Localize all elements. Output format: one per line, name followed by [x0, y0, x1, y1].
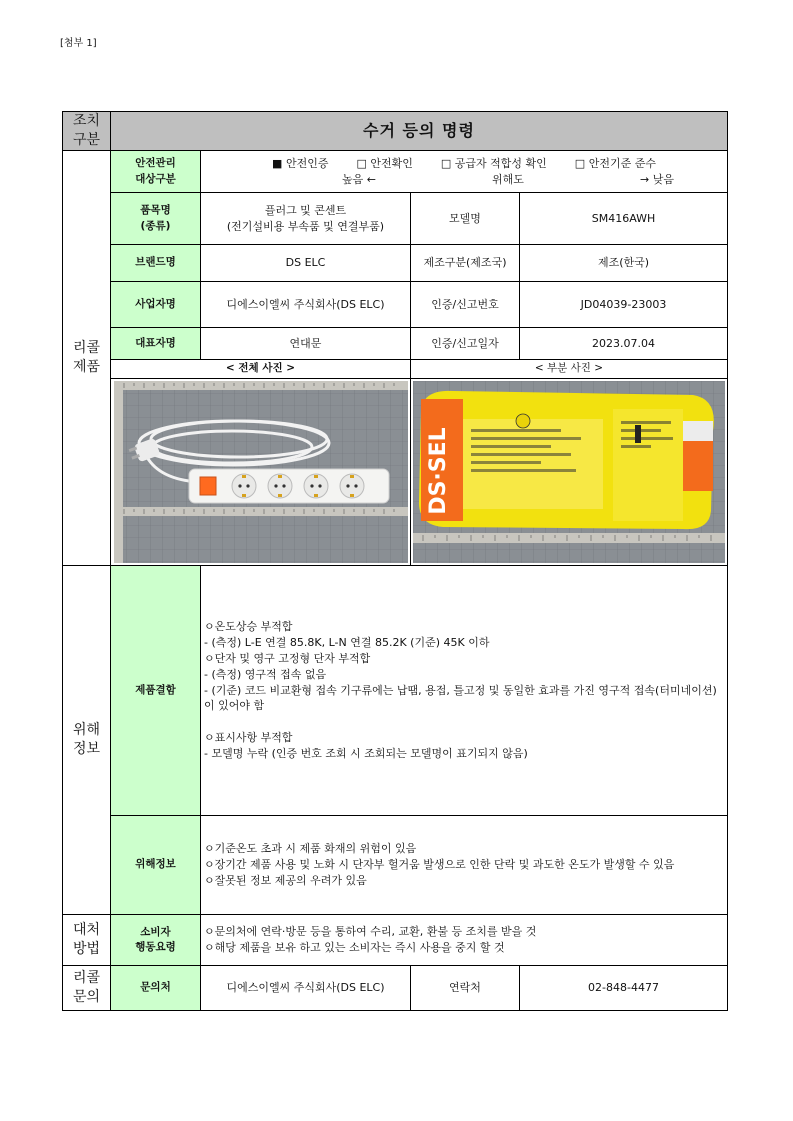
ceo-value: 연대문	[200, 327, 411, 360]
defect-line: - 모델명 누락 (인증 번호 조회 시 조회되는 모델명이 표기되지 않음)	[204, 747, 528, 761]
model-name-label: 모델명	[410, 192, 520, 245]
manufacture-type-label: 제조구분(제조국)	[410, 244, 520, 282]
cert-number-value: JD04039-23003	[519, 281, 728, 328]
checkbox-checked-icon: ■	[272, 156, 283, 170]
cert-number-label: 인증/신고번호	[410, 281, 520, 328]
consumer-guide-content	[200, 914, 728, 966]
cert-date-label: 인증/신고일자	[410, 327, 520, 360]
inquiry-value: 디에스이엘씨 주식회사(DS ELC)	[200, 965, 411, 1011]
checkbox-empty-icon: □	[356, 156, 367, 170]
defect-line	[204, 714, 724, 730]
option-label: 공급자 적합성 확인	[454, 156, 547, 170]
photo-part-label: < 부분 사진 >	[410, 359, 728, 379]
risk-scale-high: 높음 ←	[342, 172, 376, 186]
defect-line: ㅇ단자 및 영구 고정형 단자 부적합	[204, 651, 371, 665]
risk-lines	[204, 841, 724, 889]
guide-line: ㅇ해당 제품을 보유 하고 있는 소비자는 즉시 사용을 중지 할 것	[204, 941, 505, 954]
defect-line: - (측정) L-E 연결 85.8K, L-N 연결 85.2K (기준) 45K 이하	[204, 635, 490, 649]
product-name-value: 플러그 및 콘센트 (전기설비용 부속품 및 연결부품)	[200, 192, 411, 245]
section-action-type: 조치 구분	[62, 111, 111, 151]
risk-line: ㅇ장기간 제품 사용 및 노화 시 단자부 헐거움 발생으로 인한 단락 및 과도한 온도가 발생할 수 있음	[204, 858, 675, 872]
guide-line: ㅇ문의처에 연락·방문 등을 통하여 수리, 교환, 환불 등 조치를 받을 것	[204, 925, 537, 939]
checkbox-empty-icon: □	[574, 156, 586, 170]
product-part-photo	[413, 381, 725, 563]
company-label: 사업자명	[110, 281, 201, 328]
risk-scale-low: → 낮음	[640, 172, 674, 186]
manufacture-type-value: 제조(한국)	[519, 244, 728, 282]
brand-value: DS ELC	[200, 244, 411, 282]
defect-line: - (기준) 코드 비교환형 접속 기구류에는 납땜, 용접, 틀고정 및 동일한 효과를 가진 영구적 접속(터미네이션)이 있어야 함	[204, 683, 717, 713]
risk-scale	[254, 172, 674, 188]
option-safety-confirm	[356, 156, 412, 172]
risk-line: ㅇ기준온도 초과 시 제품 화재의 위험이 있음	[204, 842, 417, 856]
inquiry-label: 문의처	[110, 965, 201, 1011]
package-brand-text: DS·SEL	[426, 427, 451, 515]
product-full-photo	[114, 381, 408, 563]
defect-content	[200, 565, 728, 816]
company-value: 디에스이엘씨 주식회사(DS ELC)	[200, 281, 411, 328]
checkbox-empty-icon: □	[440, 156, 452, 170]
option-safety-standard	[575, 156, 656, 172]
option-label: 안전확인	[370, 156, 413, 170]
safety-mgmt-options	[272, 156, 656, 172]
consumer-guide-lines	[204, 924, 724, 956]
section-recall-inquiry: 리콜 문의	[62, 965, 111, 1011]
attachment-label: [첨부 1]	[60, 38, 97, 49]
product-name-label: 품목명 (종류)	[110, 192, 201, 245]
option-label: 안전인증	[285, 156, 329, 170]
risk-label: 위해정보	[110, 815, 201, 915]
contact-value: 02-848-4477	[519, 965, 728, 1011]
defect-lines	[204, 619, 724, 763]
risk-content	[200, 815, 728, 915]
defect-line: ㅇ표시사항 부적합	[204, 731, 293, 745]
defect-line: ㅇ온도상승 부적합	[204, 619, 293, 633]
page-title: 수거 등의 명령	[110, 111, 728, 151]
ceo-label: 대표자명	[110, 327, 201, 360]
option-label: 안전기준 준수	[588, 156, 656, 170]
brand-label: 브랜드명	[110, 244, 201, 282]
risk-line: ㅇ잘못된 정보 제공의 우려가 있음	[204, 873, 367, 887]
section-hazard-info: 위해 정보	[62, 565, 111, 915]
safety-mgmt-label: 안전관리 대상구분	[110, 150, 201, 193]
section-response: 대처 방법	[62, 914, 111, 966]
photo-full-label: < 전체 사진 >	[110, 359, 411, 379]
option-safety-cert	[272, 156, 328, 172]
contact-label: 연락처	[410, 965, 520, 1011]
model-name-value: SM416AWH	[519, 192, 728, 245]
section-recall-product: 리콜 제품	[62, 150, 111, 566]
defect-label: 제품결함	[110, 565, 201, 816]
option-supplier-conformity	[441, 156, 547, 172]
safety-mgmt-value	[200, 150, 728, 193]
defect-line: - (측정) 영구적 접속 없음	[204, 667, 327, 681]
cert-date-value: 2023.07.04	[519, 327, 728, 360]
risk-scale-mid: 위해도	[492, 172, 524, 186]
consumer-guide-label: 소비자 행동요령	[110, 914, 201, 966]
